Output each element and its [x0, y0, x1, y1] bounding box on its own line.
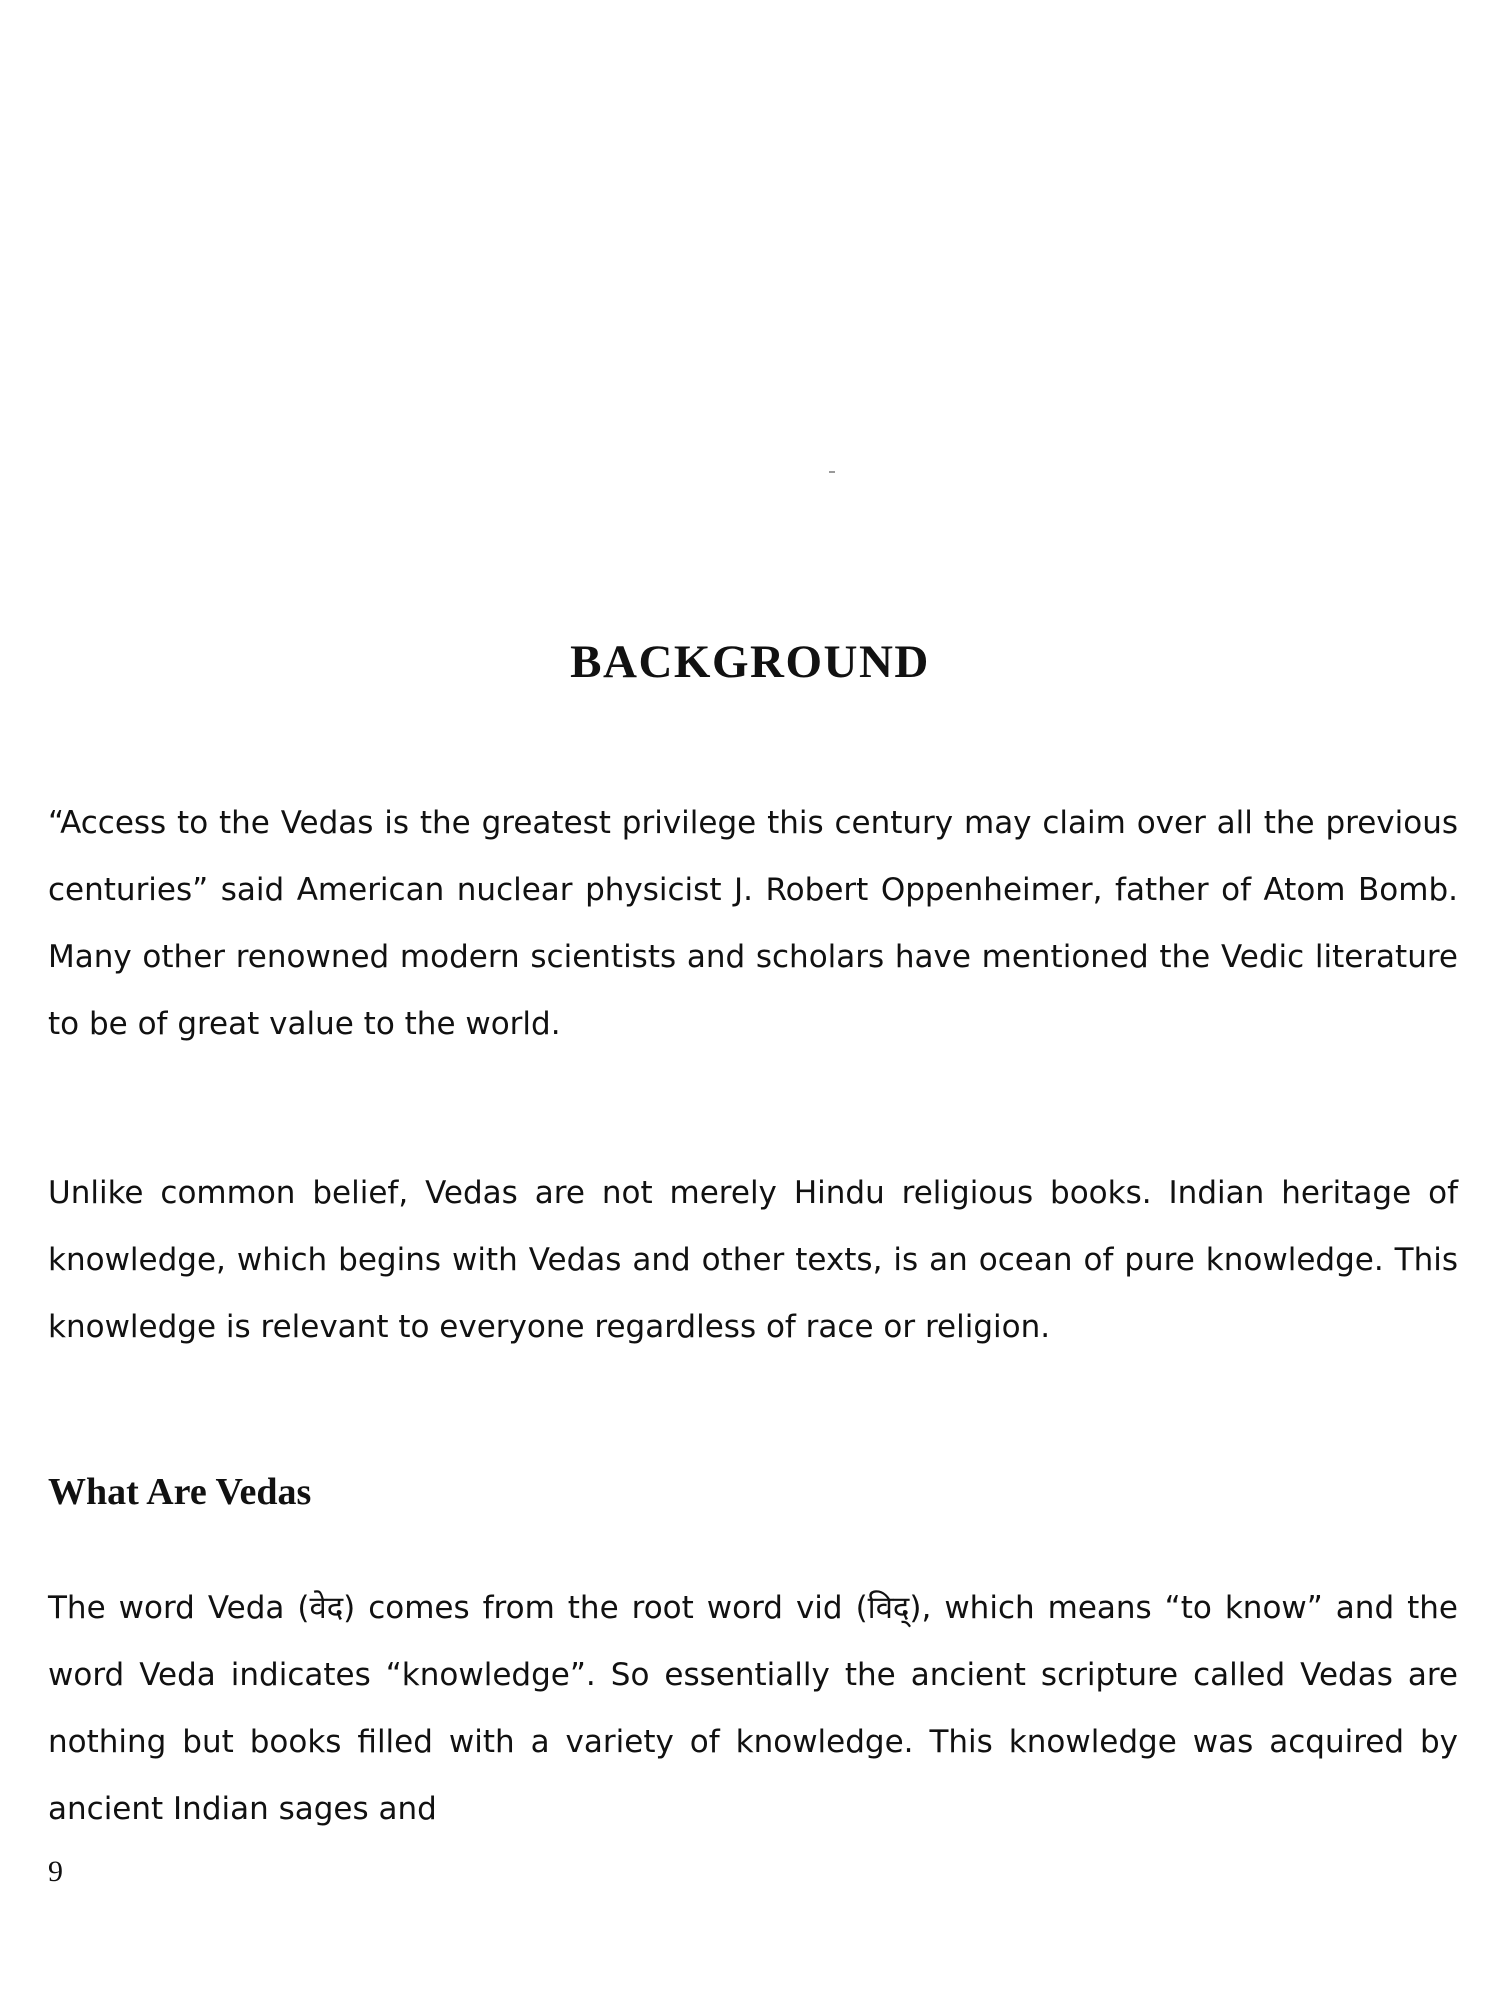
page-title: BACKGROUND — [570, 636, 930, 688]
paragraph-oppenheimer-quote: “Access to the Vedas is the greatest privilege this century may claim over all the previous centuries” said American nuclear physicist J. Robert Oppenheimer, father of Atom Bomb. Many other renowned modern scientists and scholars have mentioned the Vedic literature to be of great value to the world. — [48, 805, 1458, 1042]
page-number: 9 — [48, 1855, 63, 1888]
paragraph-word-veda: The word Veda (वेद) comes from the root word vid (विद्), which means “to know” and the word Veda indicates “knowledge”. So essentially the ancient scripture called Vedas are nothing but books filled with a variety of knowledge. This knowledge was acquired by ancient Indian sages and — [48, 1590, 1458, 1827]
section-heading: What Are Vedas — [48, 1471, 312, 1513]
scan-speck — [829, 471, 835, 473]
paragraph-unlike-common-belief: Unlike common belief, Vedas are not merely Hindu religious books. Indian heritage of knowledge, which begins with Vedas and other texts, is an ocean of pure knowledge. This knowledge is relevant to everyone regardless of race or religion. — [48, 1175, 1458, 1345]
